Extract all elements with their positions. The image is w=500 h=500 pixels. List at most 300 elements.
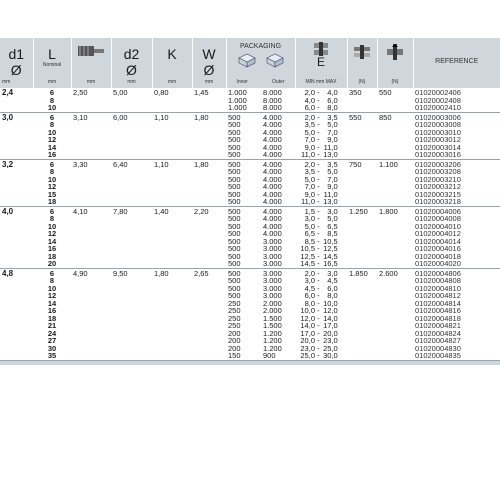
shear-cell: 350 — [349, 88, 362, 97]
inner-pack-cell: 1.000 — [228, 96, 247, 104]
k-cell — [152, 292, 192, 300]
k-cell — [152, 238, 192, 246]
grip-range-cell — [295, 159, 347, 168]
inner-pack-cell: 500 — [228, 159, 241, 168]
d2-cell: 9,50 — [113, 268, 128, 277]
grip-max: 11,0 — [323, 190, 338, 198]
k-cell — [152, 144, 192, 152]
inner-pack-cell: 250 — [228, 307, 241, 315]
d2-cell — [111, 215, 152, 223]
d1-cell — [0, 121, 33, 129]
shear-cell — [347, 300, 377, 308]
outer-pack-cell: 4.000 — [263, 215, 282, 223]
grip-min: 5,0 — [304, 128, 315, 136]
shear-cell — [347, 307, 377, 315]
grip-min: 6,0 — [304, 104, 315, 112]
grip-separator: - — [315, 151, 322, 159]
w-cell: 1,80 — [194, 159, 209, 168]
w-cell — [192, 238, 226, 246]
grip-max: 9,0 — [327, 136, 338, 144]
w-cell — [192, 230, 226, 238]
shear-cell: 1.250 — [349, 206, 368, 215]
grip-separator: - — [315, 245, 322, 253]
w-cell: 2,20 — [194, 206, 209, 215]
d2-cell — [111, 144, 152, 152]
k-cell: 1,80 — [154, 268, 169, 277]
w-cell — [192, 277, 226, 285]
grip-max: 14,5 — [323, 252, 338, 260]
k-cell — [152, 345, 192, 353]
grip-separator: - — [315, 121, 322, 129]
w-cell — [192, 337, 226, 345]
d1-cell — [0, 315, 33, 323]
grip-range-cell — [295, 307, 347, 315]
d2-cell — [111, 307, 152, 315]
rivet-dim-cell: 3,30 — [73, 159, 88, 168]
grip-separator: - — [315, 222, 322, 230]
shear-cell — [347, 176, 377, 184]
grip-range-cell — [295, 260, 347, 268]
inner-pack-cell: 500 — [228, 252, 241, 260]
d1-cell — [0, 337, 33, 345]
col-tensile — [377, 38, 413, 88]
shear-cell — [347, 136, 377, 144]
length-cell: 10 — [33, 104, 71, 112]
grip-min: 9,0 — [304, 190, 315, 198]
reference-cell: 01020004830 — [415, 344, 461, 352]
grip-range-cell — [295, 230, 347, 238]
tensile-cell — [377, 260, 413, 268]
reference-cell: 01020003016 — [413, 151, 500, 159]
grip-max: 16,5 — [323, 260, 338, 268]
k-cell — [152, 183, 192, 191]
inner-pack-cell: 500 — [226, 151, 261, 159]
d2-cell — [111, 345, 152, 353]
w-cell — [192, 307, 226, 315]
w-cell — [192, 191, 226, 199]
reference-cell: 01020002408 — [415, 96, 461, 104]
table-row — [0, 183, 500, 191]
grip-range-cell — [295, 330, 347, 338]
tensile-cell — [377, 238, 413, 246]
d1-cell — [0, 230, 33, 238]
grip-separator: - — [315, 136, 322, 144]
table-row — [0, 352, 500, 360]
k-cell — [152, 337, 192, 345]
tensile-cell — [377, 129, 413, 137]
inner-pack-cell: 500 — [228, 206, 241, 215]
outer-pack-cell: 2.000 — [263, 299, 282, 307]
d2-cell — [111, 97, 152, 105]
d2-cell — [111, 253, 152, 261]
grip-separator: - — [315, 252, 322, 260]
grip-separator: - — [315, 284, 322, 292]
d1-cell — [0, 129, 33, 137]
grip-min: 2,0 — [304, 88, 315, 97]
shear-cell — [347, 292, 377, 300]
length-cell: 6 — [49, 268, 55, 277]
rivet-dim-cell — [71, 292, 111, 300]
outer-pack-cell: 3.000 — [261, 260, 295, 268]
tensile-cell — [377, 144, 413, 152]
outer-pack-cell: 4.000 — [263, 136, 282, 144]
k-cell — [152, 260, 192, 268]
d2-cell — [111, 183, 152, 191]
grip-range-cell — [295, 223, 347, 231]
k-cell — [152, 253, 192, 261]
tensile-cell — [377, 151, 413, 159]
shear-cell — [347, 345, 377, 353]
grip-range-cell — [295, 121, 347, 129]
grip-range-cell — [295, 352, 347, 360]
k-cell — [152, 223, 192, 231]
grip-min: 5,0 — [304, 222, 315, 230]
grip-min: 12,0 — [300, 314, 315, 322]
length-cell: 8 — [49, 215, 55, 223]
table-row — [0, 198, 500, 206]
grip-separator: - — [315, 307, 322, 315]
outer-pack-cell: 4.000 — [263, 190, 282, 198]
k-cell — [152, 198, 192, 206]
length-cell: 24 — [47, 329, 57, 337]
grip-max: 13,0 — [323, 198, 338, 206]
outer-pack-cell: 4.000 — [263, 112, 282, 121]
grip-max: 9,0 — [327, 183, 338, 191]
reference-cell: 01020003006 — [415, 112, 461, 121]
table-row — [0, 307, 500, 315]
tensile-cell — [377, 223, 413, 231]
length-cell: 12 — [47, 230, 57, 238]
d1-cell — [0, 168, 33, 176]
d1-cell — [0, 198, 33, 206]
d2-cell — [111, 121, 152, 129]
reference-cell: 01020004806 — [415, 268, 461, 277]
table-body — [0, 88, 500, 360]
d1-label: d1 — [8, 46, 25, 62]
grip-max: 5,0 — [327, 215, 338, 223]
k-cell: 1,40 — [154, 206, 169, 215]
outer-pack-cell: 1.500 — [263, 322, 282, 330]
grip-separator: - — [315, 143, 322, 151]
grip-separator: - — [315, 352, 322, 360]
reference-cell: 01020004814 — [415, 299, 461, 307]
d1-cell — [0, 223, 33, 231]
grip-min: 7,0 — [304, 183, 315, 191]
grip-separator: - — [315, 96, 322, 104]
grip-range-icon — [306, 42, 336, 56]
shear-cell — [347, 253, 377, 261]
grip-min: 10,5 — [300, 245, 315, 253]
grip-min: 11,0 — [300, 151, 315, 159]
inner-pack-cell: 500 — [228, 222, 241, 230]
shear-cell — [347, 121, 377, 129]
reference-cell: 01020002410 — [413, 104, 500, 112]
w-cell: 2,65 — [194, 268, 209, 277]
d1-cell — [0, 183, 33, 191]
col-k — [152, 38, 192, 88]
length-cell: 30 — [47, 344, 57, 352]
tensile-cell — [377, 345, 413, 353]
length-cell: 10 — [47, 175, 57, 183]
tensile-cell — [377, 168, 413, 176]
grip-max: 23,0 — [323, 337, 338, 345]
grip-range-cell — [295, 206, 347, 215]
inner-pack-cell: 1.000 — [226, 104, 261, 112]
grip-min: 1,5 — [304, 206, 315, 215]
rivet-dim-cell — [71, 121, 111, 129]
rivet-dim-cell — [71, 151, 111, 159]
shear-cell — [347, 215, 377, 223]
k-cell — [152, 352, 192, 360]
outer-pack-cell: 2.000 — [263, 307, 282, 315]
d1-symbol: Ø — [10, 62, 22, 78]
w-cell — [192, 352, 226, 360]
rivet-dim-cell — [71, 352, 111, 360]
k-cell — [152, 97, 192, 105]
shear-cell — [347, 168, 377, 176]
grip-max: 8,0 — [327, 292, 338, 300]
d1-cell: 4,0 — [2, 206, 14, 215]
w-cell — [192, 168, 226, 176]
outer-pack-cell: 4.000 — [261, 151, 295, 159]
tensile-cell: 550 — [379, 88, 392, 97]
shear-cell — [347, 285, 377, 293]
table-row — [0, 238, 500, 246]
rivet-dim-cell — [71, 300, 111, 308]
table-row — [0, 322, 500, 330]
grip-range-cell — [295, 176, 347, 184]
w-cell: 1,45 — [194, 88, 209, 97]
rivet-dim-cell — [71, 337, 111, 345]
table-row — [0, 277, 500, 285]
inner-pack-cell: 500 — [228, 136, 241, 144]
table-row — [0, 345, 500, 353]
shear-cell — [347, 277, 377, 285]
table-row — [0, 268, 500, 277]
table-row — [0, 121, 500, 129]
grip-separator: - — [315, 175, 322, 183]
k-cell — [152, 322, 192, 330]
grip-min: 11,0 — [300, 198, 315, 206]
inner-pack-cell: 500 — [228, 112, 241, 121]
grip-range-cell — [295, 129, 347, 137]
grip-max: 5,0 — [327, 121, 338, 129]
length-cell: 8 — [49, 121, 55, 129]
col-length — [33, 38, 71, 88]
inner-pack-cell: 500 — [228, 175, 241, 183]
tensile-cell: 1.100 — [379, 159, 398, 168]
table-row — [0, 215, 500, 223]
grip-separator: - — [315, 112, 322, 121]
k-cell — [152, 151, 192, 159]
rivet-icon — [76, 44, 106, 58]
w-cell — [192, 330, 226, 338]
grip-range-cell — [295, 253, 347, 261]
reference-cell: 01020002406 — [415, 88, 461, 97]
shear-cell — [347, 104, 377, 112]
rivet-dim-cell — [71, 230, 111, 238]
length-cell: 14 — [47, 237, 57, 245]
d2-unit: mm — [127, 79, 136, 85]
table-row — [0, 136, 500, 144]
k-cell — [152, 285, 192, 293]
table-row — [0, 206, 500, 215]
d2-cell — [111, 277, 152, 285]
grip-range-cell — [295, 315, 347, 323]
reference-cell: 01020004835 — [413, 352, 500, 360]
tensile-cell — [377, 315, 413, 323]
grip-min: 3,0 — [304, 277, 315, 285]
d2-label: d2 — [123, 46, 140, 62]
k-cell — [152, 230, 192, 238]
outer-label: Outer — [271, 79, 285, 85]
d2-cell — [111, 136, 152, 144]
inner-pack-cell: 500 — [228, 215, 241, 223]
rivet-dim-cell — [71, 260, 111, 268]
d2-cell — [111, 352, 152, 360]
length-cell: 8 — [49, 168, 55, 176]
inner-pack-cell: 250 — [228, 299, 241, 307]
grip-max: 20,0 — [323, 329, 338, 337]
inner-pack-cell: 500 — [228, 277, 241, 285]
grip-separator: - — [315, 268, 322, 277]
w-cell — [192, 176, 226, 184]
length-cell: 12 — [47, 136, 57, 144]
rivet-dim-cell — [71, 223, 111, 231]
grip-range-cell — [295, 151, 347, 159]
grip-max: 6,5 — [327, 222, 338, 230]
grip-max: 12,0 — [323, 307, 338, 315]
d1-cell — [0, 352, 33, 360]
grip-range-cell — [295, 300, 347, 308]
table-row — [0, 285, 500, 293]
tensile-cell — [377, 300, 413, 308]
length-cell: 6 — [49, 88, 55, 97]
reference-cell: 01020004816 — [415, 307, 461, 315]
grip-min: 10,0 — [300, 307, 315, 315]
k-cell — [152, 121, 192, 129]
grip-min: 17,0 — [300, 329, 315, 337]
k-cell — [152, 307, 192, 315]
inner-pack-cell: 500 — [228, 268, 241, 277]
inner-pack-cell: 500 — [228, 292, 241, 300]
grip-range-cell — [295, 88, 347, 97]
w-cell — [192, 300, 226, 308]
grip-max: 3,0 — [327, 268, 338, 277]
col-packaging — [226, 38, 295, 88]
grip-separator: - — [315, 190, 322, 198]
w-cell — [192, 260, 226, 268]
shear-unit: (N) — [358, 79, 366, 85]
length-cell: 16 — [33, 151, 71, 159]
d1-cell — [0, 176, 33, 184]
rivet-dim-cell — [71, 315, 111, 323]
grip-min: 3,5 — [304, 168, 315, 176]
d1-cell — [0, 345, 33, 353]
grip-range-cell — [295, 168, 347, 176]
d2-cell: 6,40 — [113, 159, 128, 168]
tensile-cell — [377, 198, 413, 206]
outer-pack-cell: 4.000 — [263, 175, 282, 183]
inner-pack-cell: 500 — [228, 284, 241, 292]
grip-min: 14,5 — [300, 260, 315, 268]
grip-separator: - — [315, 337, 322, 345]
outer-pack-cell: 4.000 — [263, 168, 282, 176]
tensile-cell: 2.600 — [379, 268, 398, 277]
grip-max: 14,0 — [323, 314, 338, 322]
length-cell: 35 — [33, 352, 71, 360]
w-cell — [192, 144, 226, 152]
grip-min: 3,0 — [304, 215, 315, 223]
d1-cell — [0, 245, 33, 253]
grip-range-cell — [295, 337, 347, 345]
k-unit: mm — [167, 79, 177, 85]
rivet-dim-cell: 2,50 — [73, 88, 88, 97]
length-cell: 18 — [47, 252, 57, 260]
length-cell: 12 — [47, 183, 57, 191]
tensile-cell — [377, 230, 413, 238]
d2-cell: 5,00 — [113, 88, 128, 97]
shear-cell — [347, 330, 377, 338]
tensile-cell — [377, 176, 413, 184]
w-cell — [192, 345, 226, 353]
rivet-dim-cell — [71, 253, 111, 261]
grip-max: 3,5 — [327, 159, 338, 168]
w-cell — [192, 121, 226, 129]
table-row — [0, 337, 500, 345]
k-label: K — [167, 46, 177, 62]
tensile-cell — [377, 136, 413, 144]
outer-pack-cell: 4.000 — [263, 121, 282, 129]
w-cell — [192, 151, 226, 159]
grip-separator: - — [315, 329, 322, 337]
col-shear — [347, 38, 377, 88]
reference-cell: 01020004810 — [415, 284, 461, 292]
tensile-cell — [377, 330, 413, 338]
grip-max: 12,5 — [323, 245, 338, 253]
shear-cell: 750 — [349, 159, 362, 168]
table-row — [0, 112, 500, 121]
outer-pack-cell: 3.000 — [263, 277, 282, 285]
reference-cell: 01020004008 — [415, 215, 461, 223]
d1-cell — [0, 191, 33, 199]
d1-cell — [0, 260, 33, 268]
grip-max: 30,0 — [323, 352, 338, 360]
shear-cell — [347, 352, 377, 360]
d2-cell — [111, 176, 152, 184]
grip-max: 6,0 — [327, 284, 338, 292]
inner-pack-cell: 250 — [228, 314, 241, 322]
grip-separator: - — [315, 159, 322, 168]
length-cell: 14 — [47, 143, 57, 151]
inner-pack-cell: 500 — [228, 230, 241, 238]
grip-min: 2,0 — [304, 112, 315, 121]
k-cell — [152, 104, 192, 112]
d1-cell — [0, 330, 33, 338]
d1-cell — [0, 300, 33, 308]
grip-min: 4,5 — [304, 284, 315, 292]
tensile-cell — [377, 292, 413, 300]
k-cell: 1,10 — [154, 159, 169, 168]
length-cell: 6 — [49, 206, 55, 215]
table-row — [0, 230, 500, 238]
table-row — [0, 176, 500, 184]
reference-cell: 01020004012 — [415, 230, 461, 238]
outer-pack-cell: 4.000 — [263, 206, 282, 215]
grip-range-cell — [295, 268, 347, 277]
table-row — [0, 104, 500, 112]
grip-separator: - — [315, 277, 322, 285]
